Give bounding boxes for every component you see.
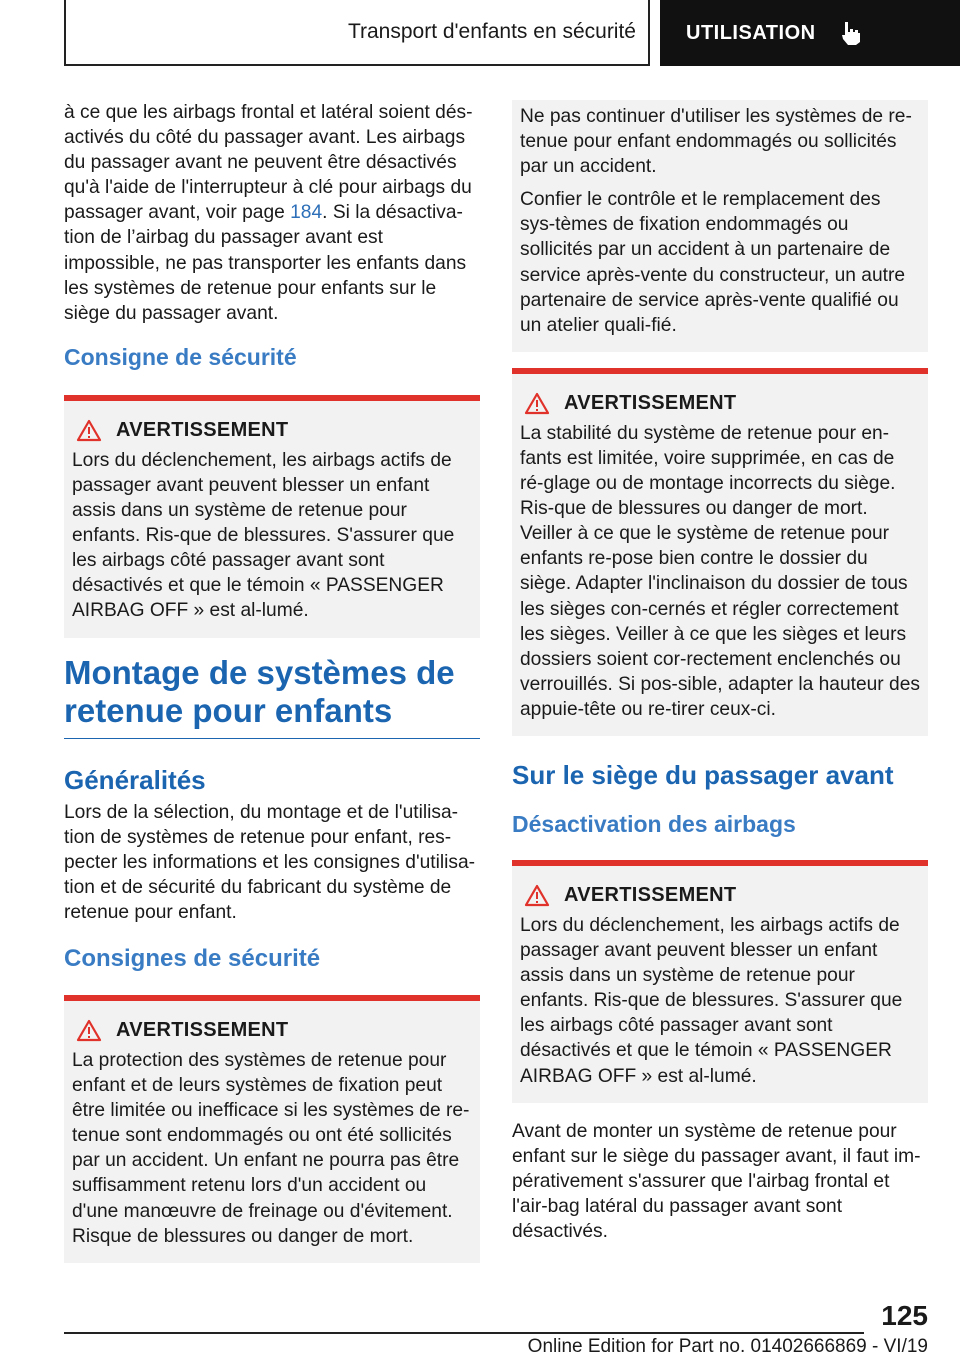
edition-text: Online Edition for Part no. 01402666869 - VI/19 [527,1336,928,1357]
intro-paragraph: à ce que les airbags frontal et latéral soient dés-activés du côté du passager avant. Les airbags du passager avant ne peuvent être désactivés qu'à l'aide de l'interrupteur à clé pour airbags du passager avant, voir page 184. Si la désactiva-tion de l’airbag du passager avant est impossible, ne pas transporter les enfants dans les systèmes de retenue pour enfants sur le siège du passager avant. [64,102,473,324]
warning-label: AVERTISSEMENT [564,391,737,414]
warning-triangle-icon [524,884,550,907]
section-title-box [64,0,650,66]
generalites-paragraph: Lors de la sélection, du montage et de l'utilisa-tion de systèmes de retenue pour enfant, res-pecter les informations et les consignes d'utilisa-tion et de sécurité du fabricant du système de retenue pour enfant. [64,801,476,923]
continuation-paragraph: Confier le contrôle et le remplacement des sys-tèmes de fixation endommagés ou sollicités par un accident à un partenaire de service après-vente du constructeur, un autre partenaire de service après-vente qualifié ou un atelier quali-fié. [520,189,906,336]
chapter-label: UTILISATION [686,21,816,44]
warning-label: AVERTISSEMENT [116,1018,289,1041]
page-number: 125 [881,1300,928,1331]
warning-triangle-icon [76,1019,102,1042]
warning-triangle-icon [76,419,102,442]
warning-box [512,368,928,736]
chapter-tab[interactable] [660,0,960,66]
warning-label: AVERTISSEMENT [116,418,289,441]
pointing-hand-icon [838,20,864,46]
warning-box [64,395,480,638]
warning-text: La protection des systèmes de retenue pour enfant et de leurs systèmes de fixation peut être limitée ou inefficace si les systèmes de re-tenue sont endommagés ou ont été sollicités par un accident. Un enfant ne pourra pas être suffisamment retenu lors d'un accident ou d'une manœuvre de freinage ou d'évitement. Risque de blessures ou danger de mort. [72,1049,470,1247]
right-column [512,100,928,1254]
desactivation-heading: Désactivation des airbags [512,810,796,837]
warning-box [64,995,480,1263]
page-link[interactable]: 184 [290,202,323,224]
final-paragraph: Avant de monter un système de retenue pour enfant sur le siège du passager avant, il faut im-pérativement s'assurer que l'airbag frontal et l'air-bag latéral du passager avant sont désactivés. [512,1120,921,1242]
footer-divider [64,1332,864,1334]
montage-heading: Montage de systèmes de retenue pour enfants [64,654,480,739]
warning-text: Lors du déclenchement, les airbags actifs de passager avant peuvent blesser un enfant assis dans un système de retenue pour enfants. Ris-que de blessures. S'assurer que les airbags côté passager avant sont désactivés et que le témoin « PASSENGER AIRBAG OFF » est al-lumé. [72,449,455,622]
warning-text: La stabilité du système de retenue pour en-fants est limitée, voire supprimée, en cas de ré-glage ou de montage incorrects du siège. Ris-que de blessures ou danger de mort. Veiller à ce que le système de retenue pour enfants re-pose bien contre le dossier du siège. Adapter l'inclinaison du dossier de tous les sièges con-cernés et régler correctement les sièges. Veiller à ce que les sièges et leurs dossiers soient cor-rectement enclenchés ou verrouillés. Si pos-sible, adapter la hauteur des appuie-tête ou re-tirer ceux-ci. [520,422,920,720]
left-column [64,100,480,1279]
warning-label: AVERTISSEMENT [564,883,737,906]
generalites-heading: Généralités [64,764,206,795]
consignes-heading: Consignes de sécurité [64,944,321,972]
continuation-paragraph: Ne pas continuer d'utiliser les systèmes de re-tenue pour enfant endommagés ou sollicités par un accident. [520,106,912,178]
siege-heading: Sur le siège du passager avant [512,759,894,790]
warning-triangle-icon [524,392,550,415]
warning-text: Lors du déclenchement, les airbags actifs de passager avant peuvent blesser un enfant assis dans un système de retenue pour enfants. Ris-que de blessures. S'assurer que les airbags côté passager avant sont désactivés et que le témoin « PASSENGER AIRBAG OFF » est al-lumé. [520,914,903,1087]
warning-continuation-box [512,100,928,352]
section-title: Transport d'enfants en sécurité [347,20,636,43]
consigne-heading: Consigne de sécurité [64,343,297,370]
page-header [64,0,960,66]
warning-box [512,860,928,1103]
